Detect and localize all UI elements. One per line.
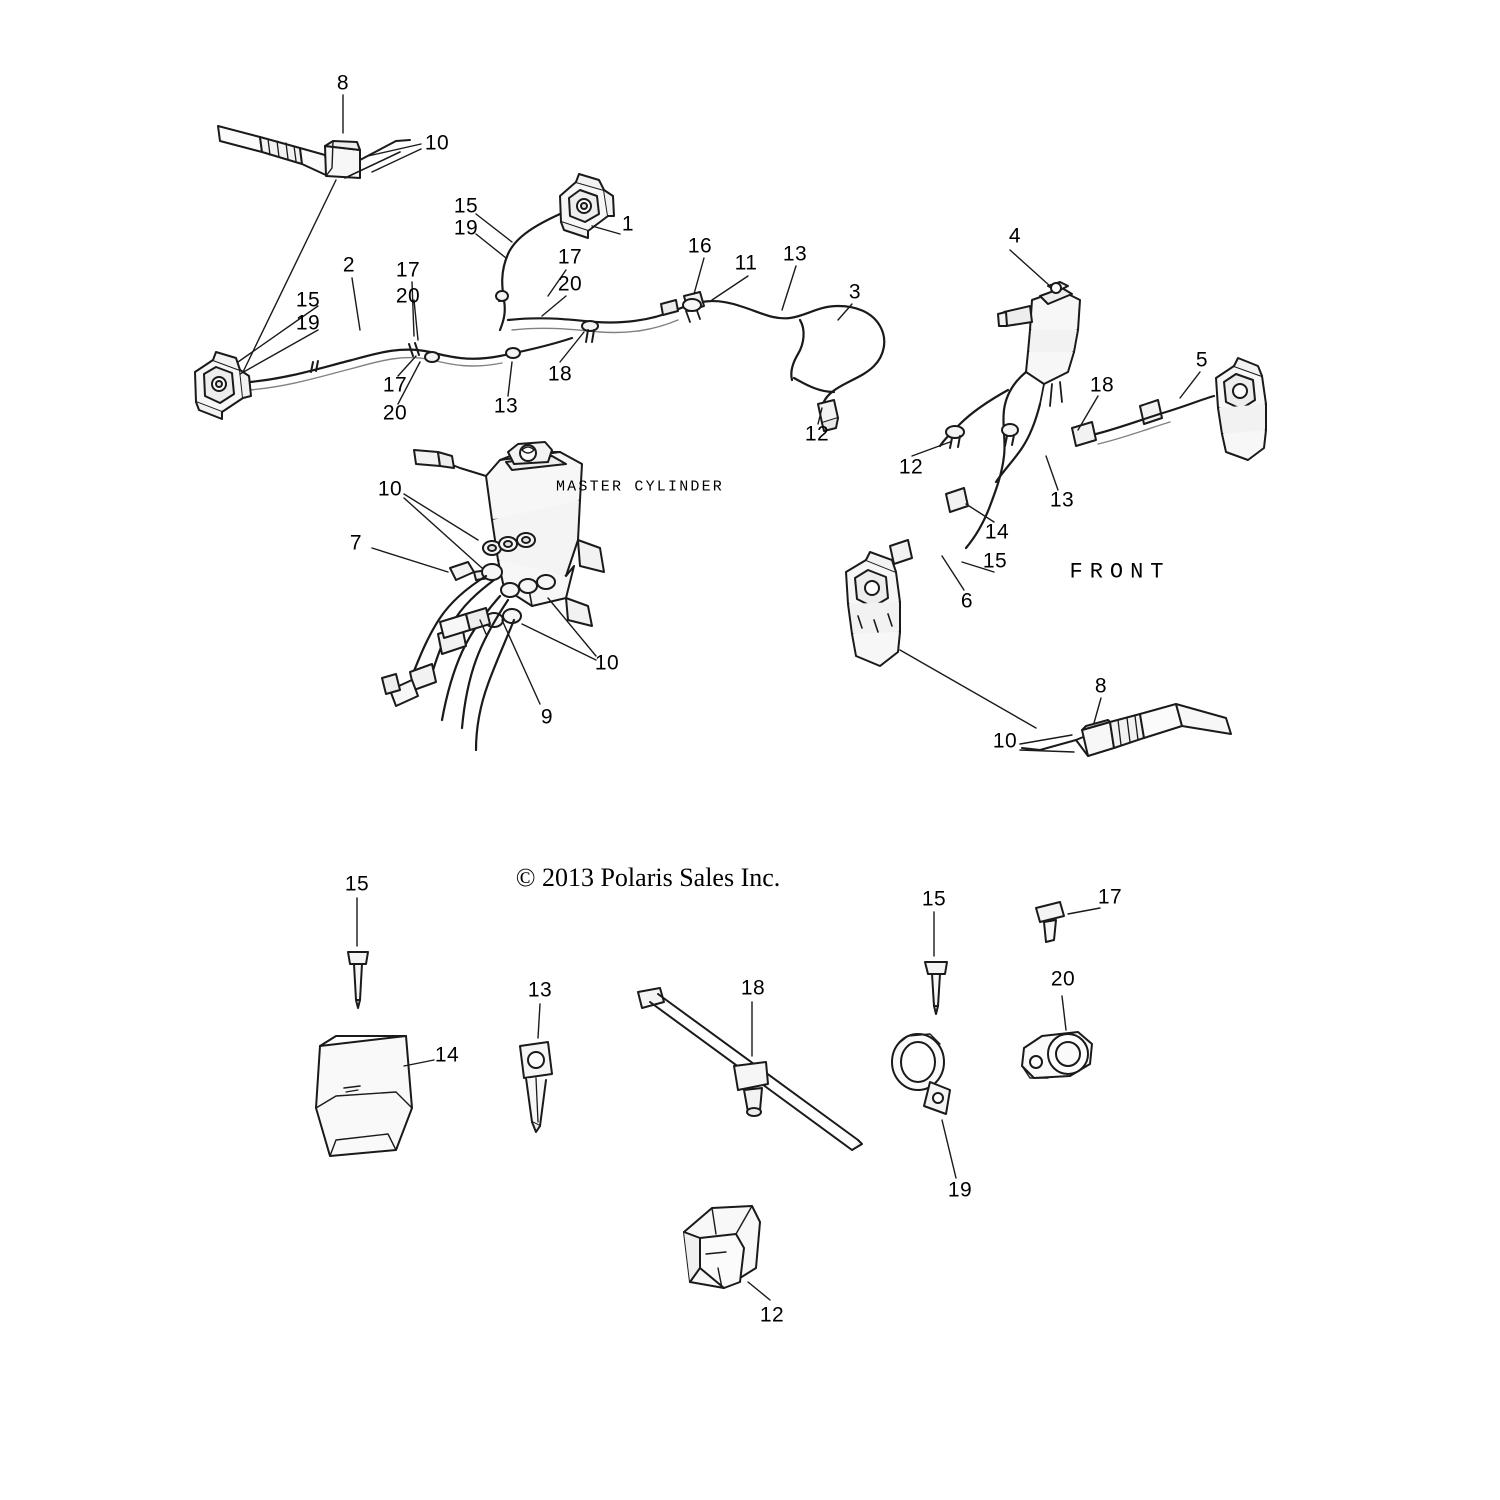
callout-13-right: 13: [1049, 488, 1075, 512]
callout-20-bottom: 20: [1050, 967, 1076, 991]
callout-13-bottom: 13: [527, 978, 553, 1002]
callout-15-bottom-right: 15: [921, 887, 947, 911]
callout-19-left: 19: [295, 311, 321, 335]
callout-10-mc-upper: 10: [377, 477, 403, 501]
callout-1: 1: [621, 212, 635, 236]
master-cylinder-label: MASTER CYLINDER: [555, 478, 725, 496]
part-8-hose-fitting-top-left: [218, 126, 410, 178]
callout-13-upper-mid: 13: [782, 242, 808, 266]
callout-12-mid: 12: [804, 422, 830, 446]
callout-9: 9: [540, 705, 554, 729]
part-18-tie-strap: [638, 988, 862, 1150]
callout-18-bottom: 18: [740, 976, 766, 1000]
callout-20-mid: 20: [557, 272, 583, 296]
callout-15-upper: 15: [453, 194, 479, 218]
callout-4: 4: [1008, 224, 1022, 248]
callout-20-upper: 20: [395, 284, 421, 308]
callout-2: 2: [342, 253, 356, 277]
part-8-hose-fitting-lower-right: [1022, 704, 1231, 756]
callout-17-lower: 17: [382, 373, 408, 397]
part-12-clip-bottom: [684, 1206, 760, 1288]
part-left-front-caliper: [846, 552, 900, 666]
callout-17-bottom: 17: [1097, 885, 1123, 909]
part-4-master-cylinder-assembly: [998, 282, 1080, 406]
callout-7: 7: [349, 531, 363, 555]
callout-13-left: 13: [493, 394, 519, 418]
callout-10-lower-right: 10: [992, 729, 1018, 753]
callout-8-lower-right: 8: [1094, 674, 1108, 698]
callout-15-left: 15: [295, 288, 321, 312]
callout-6: 6: [960, 589, 974, 613]
callout-19-upper: 19: [453, 216, 479, 240]
part-17-bolt: [1036, 902, 1064, 942]
line-clamps-right: [890, 400, 1162, 564]
part-14-hose-guard: [316, 1036, 412, 1156]
part-19-hose-clamp: [892, 1034, 950, 1114]
callout-8-top-left: 8: [336, 71, 350, 95]
callout-5: 5: [1195, 348, 1209, 372]
callout-18-right: 18: [1089, 373, 1115, 397]
callout-16: 16: [687, 234, 713, 258]
part-5-caliper-right: [1216, 358, 1266, 460]
callout-11: 11: [734, 251, 758, 275]
callout-19-bottom: 19: [947, 1178, 973, 1202]
callout-14-mid: 14: [984, 520, 1010, 544]
callout-10-top-left: 10: [424, 131, 450, 155]
callout-15-bottom-left: 15: [344, 872, 370, 896]
callout-18-left: 18: [547, 362, 573, 386]
part-13-clip: [520, 1042, 552, 1132]
callout-12-bottom: 12: [759, 1303, 785, 1327]
part-1-caliper-upper: [560, 174, 614, 238]
callout-20-lower: 20: [382, 401, 408, 425]
callout-12-right: 12: [898, 455, 924, 479]
part-15-bolt-right: [925, 962, 947, 1014]
callout-17-upper: 17: [395, 258, 421, 282]
callout-17-mid: 17: [557, 245, 583, 269]
copyright-notice: © 2013 Polaris Sales Inc.: [515, 863, 781, 892]
front-direction-label: FRONT: [1069, 559, 1171, 585]
part-16-junction: [683, 292, 704, 322]
callout-14-bottom: 14: [434, 1043, 460, 1067]
part-15-bolt-left: [348, 952, 368, 1008]
callout-15-mid-right: 15: [982, 549, 1008, 573]
part-left-rear-caliper: [195, 352, 251, 419]
callout-3: 3: [848, 280, 862, 304]
callout-10-mc-lower: 10: [594, 651, 620, 675]
part-20-p-clamp: [1022, 1032, 1092, 1078]
